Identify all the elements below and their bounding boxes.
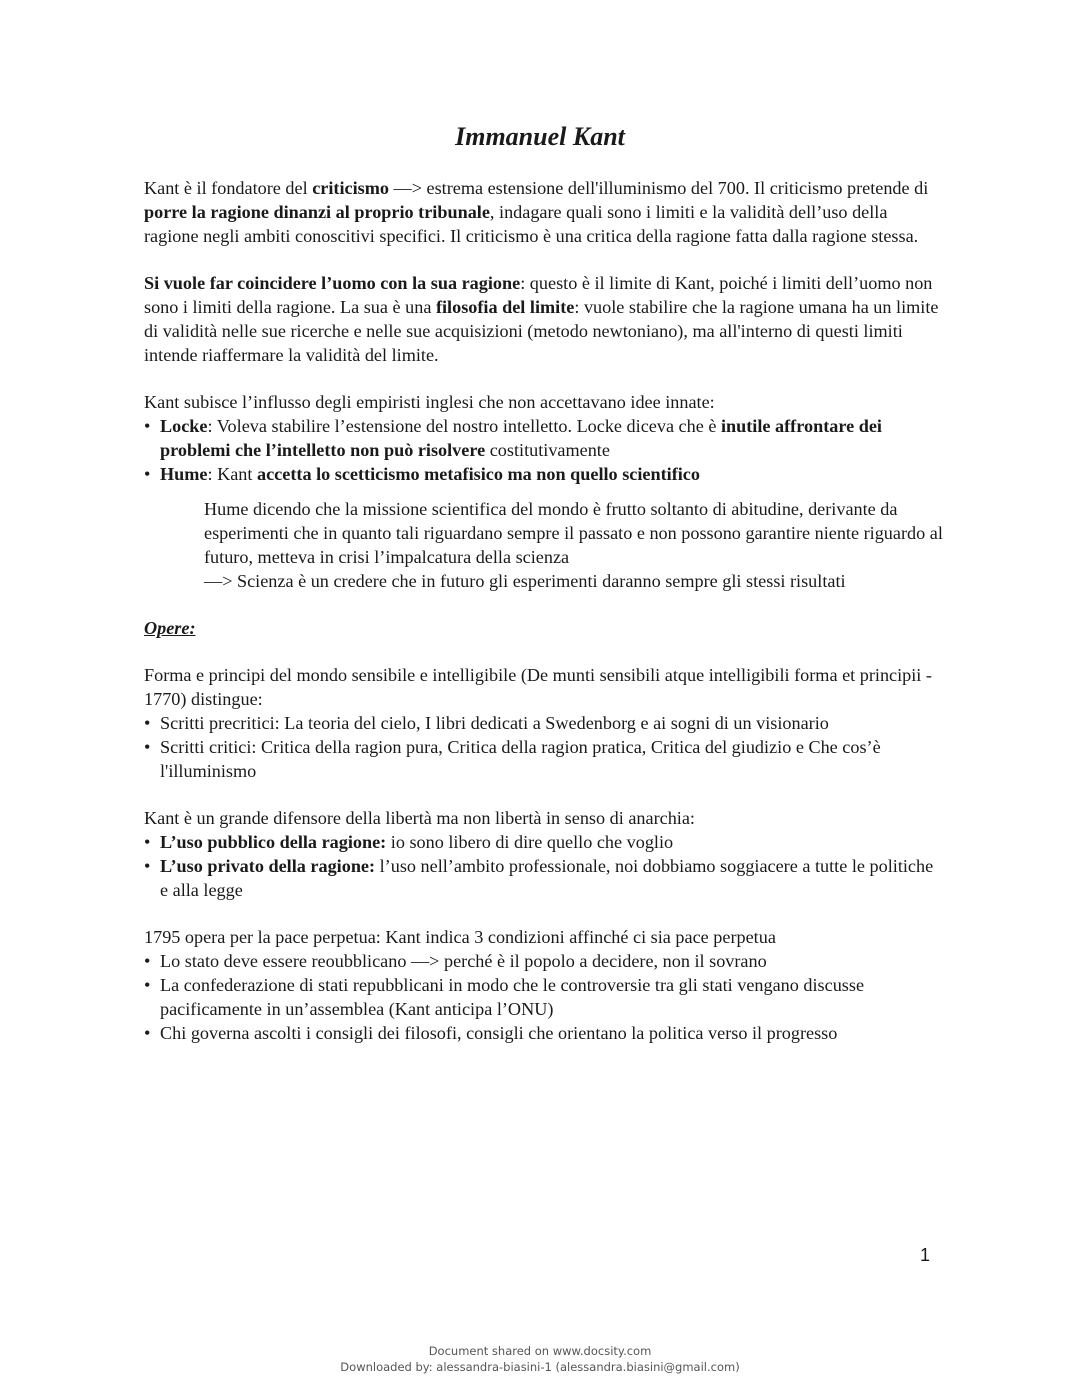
footer bbox=[0, 1343, 1080, 1375]
list-item: • Scritti precritici: La teoria del cielo, I libri dedicati a Swedenborg e ai sogni di un visionario bbox=[144, 711, 944, 735]
bold-text: L’uso pubblico della ragione: bbox=[160, 832, 387, 852]
text: —> Scienza è un credere che in futuro gli esperimenti daranno sempre gli stessi risultati bbox=[204, 571, 846, 591]
text: —> estrema estensione dell'illuminismo del 700. Il criticismo pretende di bbox=[388, 178, 929, 198]
list-item: • La confederazione di stati repubblicani in modo che le controversie tra gli stati vengano discusse pacificamente in un’assemblea (Kant anticipa l’ONU) bbox=[144, 973, 944, 1021]
text: : questo è il limite di Kant, poiché i limiti dell’uomo non sono i limiti della ragione. La sua è una bbox=[144, 273, 933, 317]
liberta-list bbox=[144, 830, 944, 902]
paragraph-liberta-intro: Kant è un grande difensore della libertà ma non libertà in senso di anarchia: bbox=[144, 808, 695, 828]
document-body bbox=[144, 176, 944, 1045]
section-heading-opere: Opere: bbox=[144, 618, 196, 638]
list-item: • Lo stato deve essere reoubblicano —> perché è il popolo a decidere, non il sovrano bbox=[144, 949, 944, 973]
list-item-hume bbox=[144, 462, 944, 486]
list-item: • Scritti critici: Critica della ragion pura, Critica della ragion pratica, Critica del giudizio e Che cos’è l'illuminismo bbox=[144, 735, 944, 783]
bold-text: L’uso privato della ragione: bbox=[160, 856, 376, 876]
bold-text: inutile affrontare dei problemi che l’intelletto non può risolvere bbox=[160, 416, 882, 460]
bold-text: Hume bbox=[160, 464, 208, 484]
text: io sono libero di dire quello che voglio bbox=[386, 832, 674, 852]
paragraph-limite bbox=[144, 271, 944, 367]
text: : vuole stabilire che la ragione umana ha un limite di validità nelle sue ricerche e nelle sue acquisizioni (metodo newtoniano), ma all'interno di questi limiti intende riaffermare la validità del limite. bbox=[144, 297, 939, 365]
list-item-locke bbox=[144, 414, 944, 462]
page-title: Immanuel Kant bbox=[455, 122, 625, 151]
paragraph-pace-intro: 1795 opera per la pace perpetua: Kant indica 3 condizioni affinché ci sia pace perpetua bbox=[144, 927, 776, 947]
paragraph-criticismo bbox=[144, 176, 944, 248]
bold-text: Si vuole far coincidere l’uomo con la sua ragione bbox=[144, 273, 521, 293]
bold-text: porre la ragione dinanzi al proprio tribunale bbox=[144, 202, 490, 222]
text: Kant è il fondatore del bbox=[144, 178, 313, 198]
list-item-uso-privato bbox=[144, 854, 944, 902]
opere-list bbox=[144, 711, 944, 783]
text: : Kant bbox=[207, 464, 258, 484]
hume-note bbox=[144, 497, 944, 593]
list-item-uso-pubblico bbox=[144, 830, 944, 854]
text: l’uso nell’ambito professionale, noi dobbiamo soggiacere a tutte le politiche e alla legge bbox=[160, 856, 934, 900]
bold-text: accetta lo scetticismo metafisico ma non quello scientifico bbox=[257, 464, 700, 484]
empiristi-list bbox=[144, 414, 944, 486]
page-number: 1 bbox=[920, 1245, 931, 1265]
bold-text: Locke bbox=[160, 416, 208, 436]
pace-list bbox=[144, 949, 944, 1045]
text: costitutivamente bbox=[485, 440, 610, 460]
paragraph-empiristi-intro: Kant subisce l’influsso degli empiristi inglesi che non accettavano idee innate: bbox=[144, 392, 715, 412]
text: , indagare quali sono i limiti e la validità dell’uso della ragione negli ambiti conoscitivi specifici. Il criticismo è una critica della ragione fatta dalla ragione stessa. bbox=[144, 202, 919, 246]
footer-shared-line: Document shared on www.docsity.com bbox=[428, 1344, 652, 1358]
text: : Voleva stabilire l’estensione del nostro intelletto. Locke diceva che è bbox=[207, 416, 721, 436]
bold-text: criticismo bbox=[312, 178, 389, 198]
footer-download-line: Downloaded by: alessandra-biasini-1 (alessandra.biasini@gmail.com) bbox=[340, 1360, 740, 1374]
list-item: • Chi governa ascolti i consigli dei filosofi, consigli che orientano la politica verso il progresso bbox=[144, 1021, 944, 1045]
paragraph-opere-intro: Forma e principi del mondo sensibile e intelligibile (De munti sensibili atque intelligibili forma et principii - 1770) distingue: bbox=[144, 665, 932, 709]
bold-text: filosofia del limite bbox=[435, 297, 575, 317]
text: Hume dicendo che la missione scientifica del mondo è frutto soltanto di abitudine, derivante da esperimenti che in quanto tali riguardano sempre il passato e non possono garantire niente riguardo al futuro, metteva in crisi l’impalcatura della scienza bbox=[204, 499, 943, 567]
